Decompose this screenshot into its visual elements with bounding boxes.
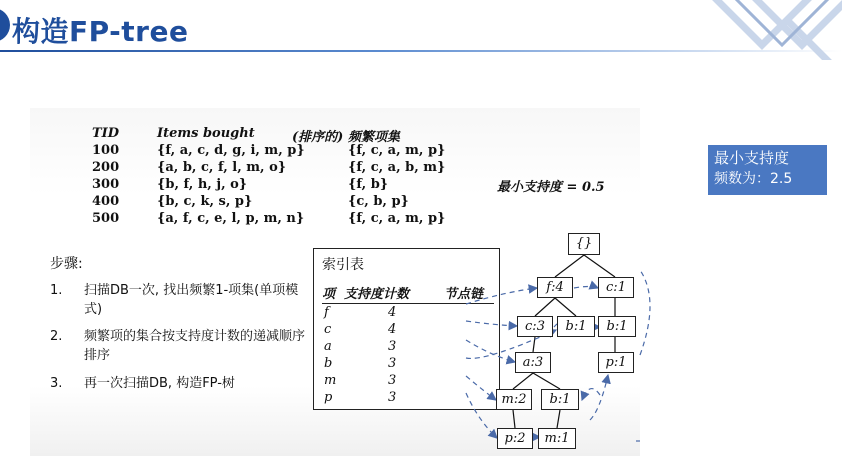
index-row-item: c [324,322,332,337]
items-cell: {b, f, h, j, o} [157,177,248,192]
header-index-table [313,248,500,410]
index-row-item: a [324,339,332,354]
items-cell: {b, c, k, s, p} [157,194,253,209]
index-header-node-link: 节点链 [444,287,484,302]
items-cell: {a, f, c, e, l, p, m, n} [157,211,305,226]
tree-node: b:1 [598,316,636,337]
index-row-item: p [324,390,333,405]
items-cell: {f, a, c, d, g, i, m, p} [157,143,305,158]
tid-cell: 200 [92,160,120,175]
tid-cell: 300 [92,177,120,192]
header-items-bought: Items bought [157,126,255,141]
min-support-info-box [708,145,827,195]
sorted-cell: {f, c, a, m, p} [348,211,446,226]
slide-title: 构造FP-tree [12,15,189,48]
index-row-count: 3 [388,356,397,371]
index-header-count: 支持度计数 [344,287,410,302]
corner-decoration [692,0,842,60]
step-number: 2. [50,329,63,344]
index-row-item: m [324,373,337,388]
info-box-line2: 频数为：2.5 [714,171,793,187]
header-tid: TID [92,126,120,141]
step-text: 再一次扫描DB, 构造FP-树 [84,376,235,391]
step-number: 3. [50,376,63,391]
sorted-cell: {c, b, p} [348,194,409,209]
index-row-item: b [324,356,333,371]
tid-cell: 400 [92,194,120,209]
tree-node: c:1 [598,277,634,298]
tree-node: c:3 [517,316,553,337]
tree-node: f:4 [537,277,573,298]
steps-title: 步骤: [50,256,83,272]
index-table-title: 索引表 [322,257,364,273]
index-row-count: 3 [388,390,397,405]
tree-node: m:2 [496,389,532,410]
items-cell: {a, b, c, f, l, m, o} [157,160,287,175]
tree-node: a:3 [515,352,551,373]
tid-cell: 500 [92,211,120,226]
sorted-cell: {f, c, a, b, m} [348,160,446,175]
tree-node: b:1 [557,316,595,337]
index-header-divider [322,303,494,304]
slide-header [0,0,842,58]
step-text: 扫描DB一次, 找出频繁1-项集(单项模式) [84,283,299,317]
min-support-label: 最小支持度 = 0.5 [497,180,605,195]
index-row-count: 4 [388,305,397,320]
tid-cell: 100 [92,143,120,158]
tree-node: p:2 [497,428,533,449]
sorted-cell: {f, c, a, m, p} [348,143,446,158]
index-row-item: f [324,305,329,320]
index-row-count: 3 [388,339,397,354]
sorted-cell: {f, b} [348,177,389,192]
tree-node: m:1 [538,428,576,449]
index-row-count: 3 [388,373,397,388]
index-header-item: 项 [322,287,336,302]
step-text: 频繁项的集合按支持度计数的递减顺序排序 [84,329,306,363]
title-bullet-shape [0,8,10,42]
tree-root-node: {} [568,233,600,255]
index-row-count: 4 [388,322,397,337]
info-box-line1: 最小支持度 [714,149,790,167]
step-number: 1. [50,283,63,298]
header-sorted-frequent-items: (排序的) 频繁项集 [292,130,400,145]
tree-node: b:1 [541,389,579,410]
tree-node: p:1 [598,352,634,373]
